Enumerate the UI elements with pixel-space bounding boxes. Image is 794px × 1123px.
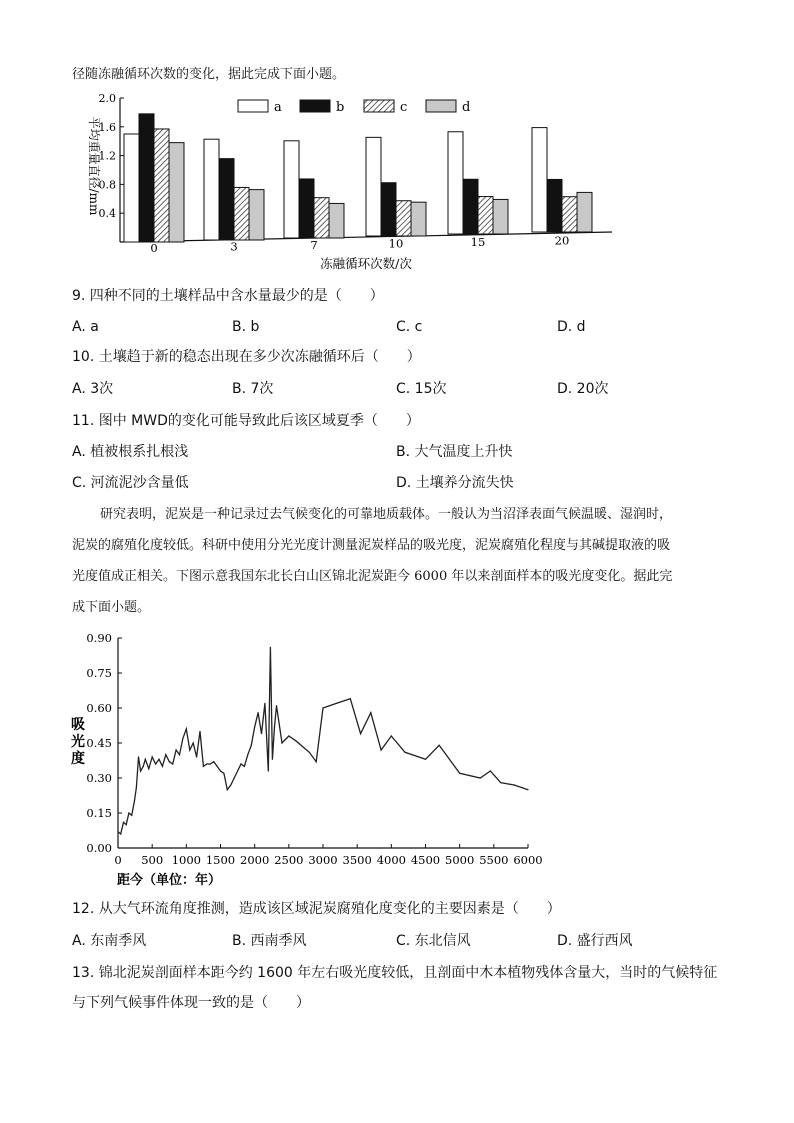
q11-option-d[interactable]: D. 土壤养分流失快 — [396, 475, 514, 491]
absorbance-point — [295, 740, 296, 741]
absorbance-point — [140, 770, 141, 771]
chart1-ytick-label: 1.2 — [98, 149, 116, 163]
bar-c-3 — [234, 187, 249, 240]
absorbance-point — [123, 822, 124, 823]
bar-a-7 — [284, 141, 299, 238]
absorbance-point — [360, 733, 361, 734]
absorbance-point — [264, 703, 265, 704]
chart2-xtick-label: 5000 — [445, 853, 475, 867]
chart2-ytick-label: 0.75 — [86, 666, 112, 680]
chart2-xtick-label: 4000 — [376, 853, 406, 867]
bar-a-15 — [448, 132, 463, 234]
absorbance-point — [527, 789, 528, 790]
question-13-stem-line-1: 13. 锦北泥炭剖面样本距今约 1600 年左右吸光度较低，且剖面中木本植物残体含量大，当时的气候特征 — [72, 965, 718, 981]
absorbance-point — [380, 749, 381, 750]
absorbance-point — [186, 728, 187, 729]
chart1-ytick-label: 0.4 — [98, 207, 116, 221]
legend-label-c: c — [400, 100, 408, 115]
question-11-stem: 11. 图中 MWD的变化可能导致此后该区域夏季（ ） — [72, 413, 420, 429]
absorbance-point — [500, 782, 501, 783]
bar-a-20 — [532, 128, 547, 232]
chart2-xtick-label: 1000 — [171, 853, 201, 867]
chart1-xtick-label: 3 — [230, 239, 238, 254]
question-9-stem: 9. 四种不同的土壤样品中含水量最少的是（ ） — [72, 288, 384, 304]
chart2-axes — [118, 638, 528, 848]
absorbance-point — [138, 756, 139, 757]
absorbance-point — [404, 752, 405, 753]
absorbance-point — [439, 745, 440, 746]
q12-option-a[interactable]: A. 东南季风 — [72, 933, 147, 949]
absorbance-point — [227, 789, 228, 790]
passage-line-1: 研究表明，泥炭是一种记录过去气候变化的可靠地质载体。一般认为当沼泽表面气候温暖、湿润时， — [100, 507, 673, 522]
absorbance-point — [309, 752, 310, 753]
intro-fragment: 径随冻融循环次数的变化，据此完成下面小题。 — [72, 67, 346, 82]
q9-option-c[interactable]: C. c — [396, 319, 423, 335]
chart2-xtick-label: 2000 — [240, 853, 270, 867]
q10-option-d[interactable]: D. 20次 — [557, 381, 609, 397]
q12-option-d[interactable]: D. 盛行西风 — [557, 933, 633, 949]
bar-d-15 — [493, 199, 508, 234]
bar-b-15 — [463, 179, 478, 234]
legend-swatch-b — [300, 100, 330, 112]
bar-b-3 — [219, 159, 234, 240]
absorbance-point — [196, 756, 197, 757]
bar-c-20 — [562, 197, 577, 232]
absorbance-point — [257, 712, 258, 713]
bar-b-0 — [139, 114, 154, 242]
absorbance-point — [152, 756, 153, 757]
chart2-x-label: 距今（单位：年） — [117, 873, 222, 888]
absorbance-point — [274, 726, 275, 727]
absorbance-point — [370, 712, 371, 713]
chart1-ytick-label: 2.0 — [98, 92, 116, 105]
chart1-bars — [124, 114, 592, 242]
chart2-ytick-label: 0.30 — [86, 771, 112, 785]
chart2-xtick-label: 1500 — [205, 853, 236, 867]
absorbance-point — [189, 749, 190, 750]
bar-c-0 — [154, 129, 169, 242]
absorbance-point — [425, 759, 426, 760]
absorbance-point — [145, 759, 146, 760]
absorbance-series-line — [118, 647, 528, 834]
q11-option-c[interactable]: C. 河流泥沙含量低 — [72, 475, 189, 491]
bar-d-3 — [249, 190, 264, 240]
passage-line-2: 泥炭的腐殖化度较低。科研中使用分光光度计测量泥炭样品的吸光度，泥炭腐殖化程度与其碱提取液的吸 — [72, 538, 671, 553]
bar-d-10 — [411, 202, 426, 236]
absorbance-point — [223, 773, 224, 774]
chart2-ytick-label: 0.15 — [86, 806, 112, 820]
absorbance-point — [136, 787, 137, 788]
absorbance-point — [254, 726, 255, 727]
absorbance-point — [230, 784, 231, 785]
absorbance-point — [165, 754, 166, 755]
q9-option-b[interactable]: B. b — [232, 319, 260, 335]
bar-c-15 — [478, 197, 493, 234]
bar-c-10 — [396, 201, 411, 236]
absorbance-point — [117, 831, 118, 832]
bar-a-10 — [366, 137, 381, 236]
chart2-xtick-label: 4500 — [410, 853, 441, 867]
chart2-y-label-1: 吸 — [71, 717, 85, 733]
chart2-points — [117, 647, 528, 835]
q11-option-b[interactable]: B. 大气温度上升快 — [396, 444, 513, 460]
absorbance-point — [251, 745, 252, 746]
chart2-xtick-label: 6000 — [513, 853, 543, 867]
chart2-xtick-label: 5500 — [479, 853, 509, 867]
chart2-ytick-label: 0.00 — [86, 841, 112, 855]
absorbance-point — [134, 801, 135, 802]
chart2-xtick-label: 3500 — [342, 853, 372, 867]
absorbance-point — [490, 770, 491, 771]
absorbance-point — [261, 733, 262, 734]
absorbance-point — [391, 735, 392, 736]
absorbance-point — [206, 763, 207, 764]
question-10-stem: 10. 土壤趋于新的稳态出现在多少次冻融循环后（ ） — [72, 349, 421, 365]
absorbance-point — [316, 761, 317, 762]
legend-label-a: a — [274, 100, 282, 115]
absorbance-point — [169, 761, 170, 762]
bar-a-0 — [124, 134, 139, 242]
absorbance-point — [270, 647, 271, 648]
legend-swatch-c — [364, 100, 394, 112]
absorbance-point — [193, 742, 194, 743]
absorbance-point — [131, 815, 132, 816]
absorbance-point — [350, 698, 351, 699]
absorbance-line-chart — [0, 626, 794, 891]
q9-option-a[interactable]: A. a — [72, 319, 99, 335]
bar-d-20 — [577, 192, 592, 232]
q10-option-c[interactable]: C. 15次 — [396, 381, 447, 397]
chart2-ytick-label: 0.90 — [86, 631, 112, 645]
chart1-y-label: 平均重量直径/mm — [87, 116, 101, 216]
absorbance-point — [480, 777, 481, 778]
absorbance-point — [126, 824, 127, 825]
absorbance-point — [514, 784, 515, 785]
absorbance-point — [220, 770, 221, 771]
passage-line-4: 成下面小题。 — [72, 600, 151, 615]
chart2-xtick-label: 0 — [114, 853, 122, 867]
chart2-xtick-label: 3000 — [308, 853, 338, 867]
absorbance-point — [175, 749, 176, 750]
absorbance-point — [213, 761, 214, 762]
chart2-ytick-label: 0.60 — [86, 701, 112, 715]
absorbance-point — [143, 766, 144, 767]
absorbance-point — [237, 770, 238, 771]
absorbance-point — [199, 731, 200, 732]
q11-option-a[interactable]: A. 植被根系扎根浅 — [72, 444, 189, 460]
legend-label-d: d — [462, 100, 471, 115]
chart2-y-label-3: 度 — [71, 751, 85, 767]
chart2-ytick-label: 0.45 — [86, 736, 112, 750]
absorbance-point — [210, 763, 211, 764]
chart1-xtick-label: 0 — [150, 241, 158, 255]
absorbance-point — [234, 777, 235, 778]
passage-line-3: 光度值成正相关。下图示意我国东北长白山区锦北泥炭距今 6000 年以来剖面样本的吸光度变化。据此完 — [72, 569, 673, 584]
absorbance-point — [276, 705, 277, 706]
q9-option-d[interactable]: D. d — [557, 319, 586, 335]
chart2-xtick-label: 2500 — [274, 853, 304, 867]
absorbance-point — [272, 759, 273, 760]
absorbance-point — [244, 766, 245, 767]
legend-swatch-d — [426, 100, 456, 112]
absorbance-point — [247, 754, 248, 755]
chart2-xtick-label: 500 — [141, 853, 164, 867]
bar-b-10 — [381, 183, 396, 236]
absorbance-point — [288, 735, 289, 736]
absorbance-point — [128, 812, 129, 813]
absorbance-point — [203, 766, 204, 767]
q10-option-a[interactable]: A. 3次 — [72, 381, 114, 397]
bar-d-7 — [329, 203, 344, 238]
bar-c-7 — [314, 198, 329, 238]
absorbance-point — [240, 763, 241, 764]
absorbance-point — [148, 768, 149, 769]
bar-b-7 — [299, 179, 314, 238]
bar-b-20 — [547, 179, 562, 232]
chart1-xtick-label: 10 — [388, 236, 404, 251]
absorbance-point — [120, 833, 121, 834]
chart1-legend — [238, 100, 470, 115]
chart1-ytick-label: 1.6 — [98, 120, 116, 134]
absorbance-point — [158, 759, 159, 760]
chart2-y-label-2: 光 — [71, 734, 85, 750]
chart1-x-label: 冻融循环次数/次 — [320, 256, 412, 271]
absorbance-point — [172, 763, 173, 764]
chart1-xtick-label: 20 — [554, 233, 570, 248]
chart1-xtick-label: 15 — [470, 235, 486, 249]
bar-d-0 — [169, 143, 184, 242]
absorbance-point — [322, 707, 323, 708]
absorbance-point — [268, 770, 269, 771]
chart2-yticks — [86, 631, 122, 855]
q12-option-c[interactable]: C. 东北信风 — [396, 933, 471, 949]
q12-option-b[interactable]: B. 西南季风 — [232, 933, 307, 949]
absorbance-point — [162, 766, 163, 767]
absorbance-point — [155, 763, 156, 764]
absorbance-point — [179, 754, 180, 755]
q10-option-b[interactable]: B. 7次 — [232, 381, 274, 397]
absorbance-point — [336, 703, 337, 704]
bar-a-3 — [204, 139, 219, 240]
question-13-stem-line-2: 与下列气候事件体现一致的是（ ） — [72, 995, 310, 1011]
absorbance-point — [182, 738, 183, 739]
legend-label-b: b — [336, 100, 345, 115]
question-12-stem: 12. 从大气环流角度推测，造成该区域泥炭腐殖化度变化的主要因素是（ ） — [72, 901, 561, 917]
chart1-ytick-label: 0.8 — [98, 178, 116, 192]
absorbance-point — [281, 742, 282, 743]
absorbance-point — [216, 766, 217, 767]
chart1-xtick-label: 7 — [310, 238, 318, 252]
legend-swatch-a — [238, 100, 268, 112]
mwd-bar-chart — [0, 88, 794, 288]
absorbance-point — [459, 773, 460, 774]
